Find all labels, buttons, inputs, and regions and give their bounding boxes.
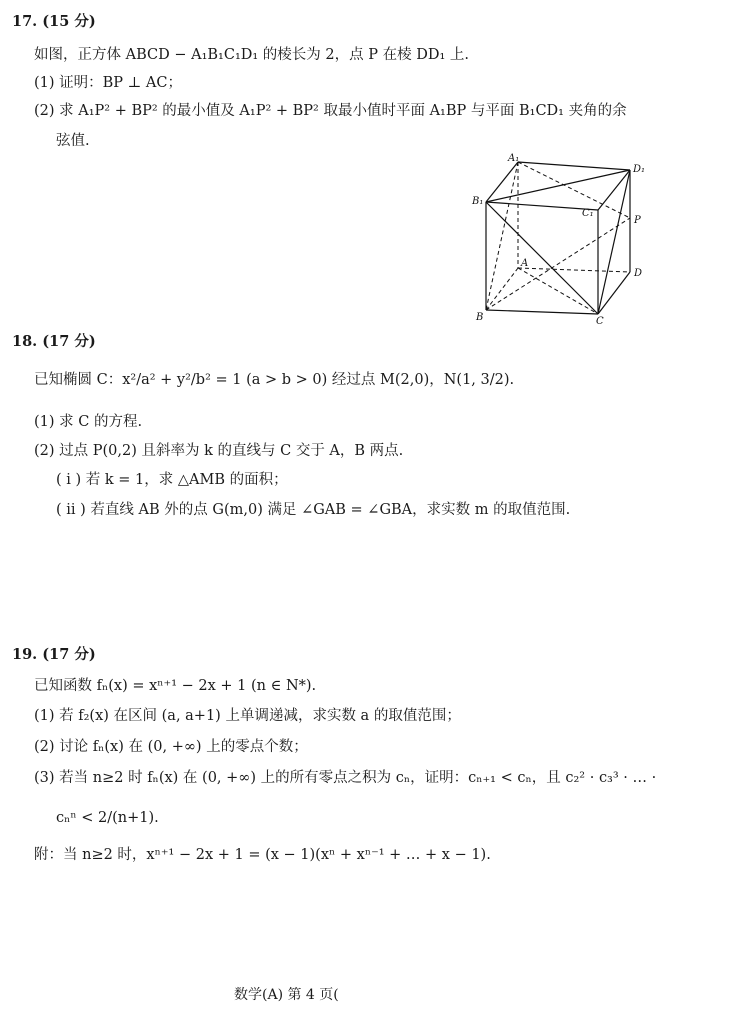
cube-figure — [470, 150, 660, 325]
q18-part1: (1) 求 C 的方程. — [34, 414, 143, 430]
label-P: P — [634, 215, 641, 226]
label-D1: D₁ — [633, 164, 646, 175]
q18-part2: (2) 过点 P(0,2) 且斜率为 k 的直线与 C 交于 A，B 两点. — [34, 443, 404, 459]
q17-stem: 如图，正方体 ABCD − A₁B₁C₁D₁ 的棱长为 2，点 P 在棱 DD₁ 上. — [34, 47, 469, 63]
q19-part1: (1) 若 f₂(x) 在区间 (a, a+1) 上单调递减，求实数 a 的取值范围； — [34, 708, 461, 724]
q18-heading: 18. (17 分) — [12, 333, 96, 350]
label-B1: B₁ — [472, 196, 484, 207]
q19-heading: 19. (17 分) — [12, 646, 96, 663]
q17-heading: 17. (15 分) — [12, 13, 96, 30]
page-footer: 数学(A) 第 4 页( — [234, 987, 339, 1003]
q19-part3-line1: (3) 若当 n≥2 时 fₙ(x) 在 (0, +∞) 上的所有零点之积为 cₙ，证明：cₙ₊₁ < cₙ，且 c₂² · c₃³ · … · — [34, 770, 657, 786]
label-A: A — [521, 258, 529, 269]
q19-part3-line2: cₙⁿ < 2/(n+1). — [56, 810, 159, 826]
q19-note: 附：当 n≥2 时，xⁿ⁺¹ − 2x + 1 = (x − 1)(xⁿ + xⁿ⁻¹ + … + x − 1). — [34, 847, 491, 863]
q17-part1: (1) 证明：BP ⊥ AC； — [34, 75, 182, 91]
q17-part2-line1: (2) 求 A₁P² + BP² 的最小值及 A₁P² + BP² 取最小值时平面 A₁BP 与平面 B₁CD₁ 夹角的余 — [34, 103, 627, 119]
label-C1: C₁ — [582, 208, 594, 219]
q17-part2-line2: 弦值. — [56, 133, 90, 149]
q18-sub2: ( ii ) 若直线 AB 外的点 G(m,0) 满足 ∠GAB = ∠GBA，求实数 m 的取值范围. — [56, 502, 571, 518]
q18-sub1: ( i ) 若 k = 1，求 △AMB 的面积； — [56, 472, 288, 488]
q19-stem: 已知函数 fₙ(x) = xⁿ⁺¹ − 2x + 1 (n ∈ N*). — [34, 678, 317, 694]
q18-stem: 已知椭圆 C：x²/a² + y²/b² = 1 (a > b > 0) 经过点 M(2,0)，N(1, 3/2). — [34, 372, 515, 388]
label-A1: A₁ — [508, 153, 520, 164]
q19-part2: (2) 讨论 fₙ(x) 在 (0, +∞) 上的零点个数； — [34, 739, 308, 755]
label-C: C — [596, 316, 604, 325]
label-D: D — [634, 268, 643, 279]
label-B: B — [476, 312, 484, 323]
